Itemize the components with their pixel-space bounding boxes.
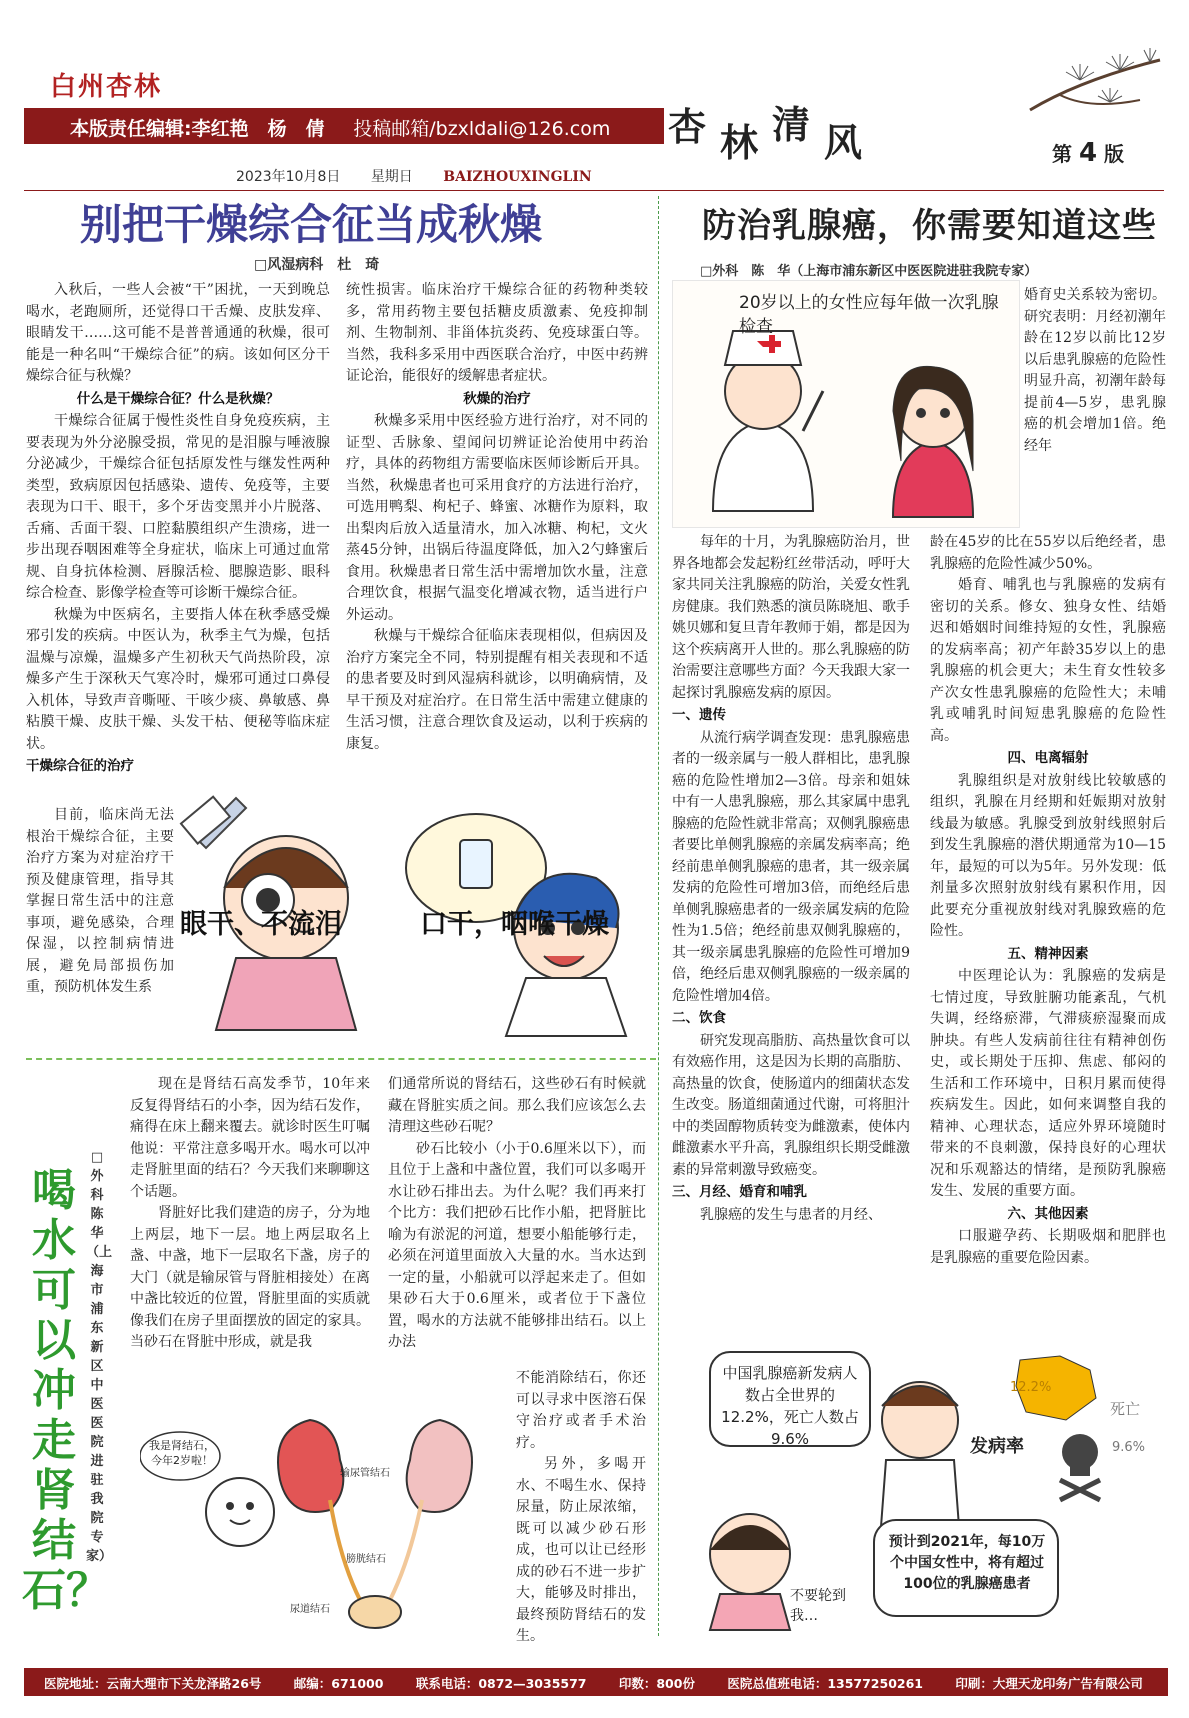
incidence-percent: 12.2% bbox=[1010, 1380, 1052, 1395]
ureter-stone-label: 输尿管结石 bbox=[340, 1468, 390, 1479]
paragraph: 乳腺癌的发生与患者的月经、 bbox=[700, 1206, 882, 1223]
paragraph: 入秋后，一些人会被“干”困扰，一天到晚总喝水，老跑厕所，还觉得口干舌燥、皮肤发痒、眼睛发干……这可能不是普普通通的秋燥，很可能是一种名叫“干燥综合征”的病。该如何区分干燥综合征与秋燥？ bbox=[26, 282, 330, 384]
article1-title: 别把干燥综合征当成秋燥 bbox=[80, 200, 543, 249]
article3-column-2 bbox=[388, 1074, 646, 1354]
article3-column-3 bbox=[516, 1368, 646, 1648]
paragraph: 口服避孕药、长期吸烟和肥胖也是乳腺癌的重要危险因素。 bbox=[930, 1228, 1166, 1266]
paragraph: 婚育、哺乳也与乳腺癌的发病有密切的关系。修女、独身女性、结婚迟和婚姻时间维持短的女性，乳腺癌的发病率高；初产年龄35岁以上的患乳腺癌的机会更大；未生育女性较多产次女性患乳腺癌的危险性大；未哺乳或哺乳时间短患乳腺癌的危险性高。 bbox=[930, 577, 1166, 744]
column-title-char-3: 清 bbox=[772, 102, 811, 147]
article2-column-0 bbox=[1024, 285, 1166, 457]
article1-column-1 bbox=[26, 280, 330, 779]
issue-date: 2023年10月8日 bbox=[236, 169, 341, 185]
masthead-rule bbox=[24, 190, 1164, 191]
article1-column-3 bbox=[26, 805, 174, 999]
page-number: 第 4 版 bbox=[1052, 138, 1125, 168]
section-heading: 什么是干燥综合征？什么是秋燥？ bbox=[76, 390, 280, 407]
kidney-illustration bbox=[140, 1400, 512, 1636]
caption-dry-eye: 眼干、不流泪 bbox=[180, 909, 342, 940]
column-separator-vertical bbox=[658, 196, 659, 1636]
footer-duty-phone: 医院总值班电话：13577250261 bbox=[727, 1676, 923, 1691]
section-separator-horizontal bbox=[26, 1058, 656, 1060]
footer-text bbox=[44, 1674, 1171, 1692]
masthead-logo: 白州杏林 bbox=[50, 72, 163, 102]
section-heading: 六、其他因素 bbox=[1007, 1205, 1089, 1222]
death-percent: 9.6% bbox=[1112, 1440, 1146, 1455]
article2-column-2 bbox=[930, 532, 1166, 1269]
paragraph: 研究发现高脂肪、高热量饮食可以有效癌作用，这是因为长期的高脂肪、高热量的饮食，使肠道内的细菌状态发生改变。肠道细菌通过代谢，可将胆汁中的类固醇物质转变为雌激素，使体内雌激素水平升高，乳腺组织长期受雌激素的异常刺激导致癌变。 bbox=[672, 1032, 910, 1178]
dateline bbox=[236, 166, 618, 186]
caption-dry-mouth: 口干，咽喉干燥 bbox=[420, 909, 609, 940]
article3-byline: □外科 陈 华（上海市浦东新区中医医院进驻我院专家） bbox=[86, 1150, 117, 1564]
paper-pinyin: BAIZHOUXINGLIN bbox=[443, 169, 592, 185]
footer-printer: 印刷：大理天龙印务广告有限公司 bbox=[955, 1676, 1143, 1691]
issue-weekday: 星期日 bbox=[370, 169, 413, 185]
paragraph: 肾脏好比我们建造的房子，分为地上两层，地下一层。地上两层取名上盏、中盏，地下一层取名下盏，房子的大门（就是输尿管与肾脏相接处）在离中盏比较近的位置，肾脏里面的实质就像我们在房子里面摆放的固定的家具。当砂石在肾脏中形成，就是我 bbox=[130, 1205, 370, 1350]
paragraph: 统性损害。临床治疗干燥综合征的药物种类较多，常用药物主要包括糖皮质激素、免疫抑制剂、生物制剂、非甾体抗炎药、免疫球蛋白等。当然，我科多采用中西医联合治疗，中医中药辨证论治，能很好的缓解患者症状。 bbox=[346, 282, 648, 384]
masthead-band-text bbox=[70, 114, 632, 141]
incidence-label: 发病率 bbox=[970, 1436, 1024, 1457]
death-label: 死亡 bbox=[1110, 1400, 1141, 1418]
footer-postcode: 邮编：671000 bbox=[293, 1676, 384, 1691]
paragraph: 婚育史关系较为密切。研究表明：月经初潮年龄在12岁以前比12岁以后患乳腺癌的危险性明显升高，初潮年龄每提前4—5岁，患乳腺癌的机会增加1倍。绝经年 bbox=[1024, 287, 1166, 454]
article2-column-1 bbox=[672, 532, 910, 1226]
paragraph: 秋燥多采用中医经验方进行治疗，对不同的证型、舌脉象、望闻问切辨证论治使用中药治疗，具体的药物组方需要临床医师诊断后开具。当然，秋燥患者也可采用食疗的方法进行治疗，可选用鸭梨、枸杞子、蜂蜜、冰糖作为原料，取出梨肉后放入适量清水，加入冰糖、枸杞，文火蒸45分钟，出锅后待温度降低，加入2勺蜂蜜后食用。秋燥患者日常生活中需增加饮水量，注意合理饮食，根据气温变化增减衣物，适当进行户外运动。 bbox=[346, 413, 648, 623]
paragraph: 中医理论认为：乳腺癌的发病是七情过度，导致脏腑功能紊乱，气机失调，经络瘀滞，气滞痰瘀湿聚而成肿块。有些人发病前往往有精神创伤史，或长期处于压抑、焦虑、郁闷的生活和工作环境中，日积月累而使得疾病发生。因此，如何来调整自我的精神、心理状态，适应外界环境随时带来的不良刺激，保持良好的心理状况和乐观豁达的情绪，是预防乳腺癌发生、发展的重要方面。 bbox=[930, 968, 1166, 1199]
email-label: 投稿邮箱/bzxldali@126.com bbox=[353, 118, 611, 140]
article1-byline: □风湿病科 杜 琦 bbox=[254, 257, 380, 273]
paragraph: 们通常所说的肾结石，这些砂石有时候就藏在肾脏实质之间。那么我们应该怎么去清理这些砂石呢？ bbox=[388, 1076, 646, 1135]
article3-column-1 bbox=[130, 1074, 370, 1354]
breast-exam-illustration bbox=[672, 280, 1020, 528]
footer-print-count: 印数：800份 bbox=[618, 1676, 695, 1691]
pine-branch-icon bbox=[1020, 40, 1170, 130]
section-heading: 一、遗传 bbox=[672, 707, 726, 723]
article3-title: 喝水可以冲走肾结石？ bbox=[22, 1165, 110, 1616]
article2-byline: □外科 陈 华（上海市浦东新区中医医院进驻我院专家） bbox=[700, 264, 1038, 279]
section-heading: 四、电离辐射 bbox=[1007, 750, 1089, 766]
paragraph: 秋燥与干燥综合征临床表现相似，但病因及治疗方案完全不同，特别提醒有相关表现和不适的患者要及时到风湿病科就诊，以明确病情，及早干预及对症治疗。在日常生活中需建立健康的生活习惯，注意合理饮食及运动，以利于疾病的康复。 bbox=[346, 628, 648, 752]
article1-column-2 bbox=[346, 280, 648, 755]
section-heading: 三、月经、婚育和哺乳 bbox=[672, 1184, 807, 1200]
paragraph: 现在是肾结石高发季节，10年来反复得肾结石的小李，因为结石发作，痛得在床上翻来覆去。就诊时医生叮嘱他说：平常注意多喝开水。喝水可以冲走肾脏里面的结石？今天我们来聊聊这个话题。 bbox=[130, 1076, 370, 1200]
exam-advice-text: 20岁以上的女性应每年做一次乳腺检查 bbox=[739, 293, 999, 337]
editors-label: 本版责任编辑:李红艳 杨 倩 bbox=[70, 118, 325, 140]
paragraph: 不能消除结石，你还可以寻求中医溶石保守治疗或者手术治疗。 bbox=[516, 1370, 646, 1451]
worried-bubble: 不要轮到我… bbox=[790, 1588, 846, 1624]
urethra-stone-label: 尿道结石 bbox=[290, 1604, 330, 1615]
paragraph: 乳腺组织是对放射线比较敏感的组织，乳腺在月经期和妊娠期对放射线最为敏感。乳腺受到放射线照射后到发生乳腺癌的潜伏期通常为10—15年，最短的可以为5年。另外发现：低剂量多次照射放射线有累积作用，因此要充分重视放射线对乳腺致癌的危险性。 bbox=[930, 772, 1166, 939]
section-heading: 五、精神因素 bbox=[1007, 945, 1089, 962]
paragraph: 目前，临床尚无法根治干燥综合征，主要治疗方案为对症治疗干预及健康管理，指导其掌握日常生活中的注意事项，避免感染，合理保湿，以控制病情进展，避免局部损伤加重，预防机体发生系 bbox=[26, 807, 174, 995]
paragraph: 干燥综合征属于慢性炎性自身免疫疾病，主要表现为外分泌腺受损，常见的是泪腺与唾液腺分泌减少，干燥综合征包括原发性与继发性两种类型，致病原因包括感染、遗传、免疫等，主要表现为口干、眼干，多个牙齿变黑并小片脱落、舌痛、舌面干裂、口腔黏膜组织产生溃疡，进一步出现吞咽困难等全身症状，临床上可通过血常规、自身抗体检测、唇腺活检、腮腺造影、眼科综合检查、影像学检查等可诊断干燥综合征。 bbox=[26, 413, 330, 601]
paragraph: 从流行病学调查发现：患乳腺癌患者的一级亲属与一般人群相比，患乳腺癌的危险性增加2—3倍。母亲和姐妹中有一人患乳腺癌，那么其家属中患乳腺癌的危险性就非常高；双侧乳腺癌患者要比单侧乳腺癌的亲属发病率高；绝经前患单侧乳腺癌的患者，其一级亲属发病的危险性可增加3倍，而绝经后患单侧乳腺癌患者的一级亲属发病的危险性为1.5倍；绝经前患双侧乳腺癌的，其一级亲属患乳腺癌的危险性可增加9倍，绝经后患双侧乳腺癌的一级亲属的危险性增加4倍。 bbox=[672, 729, 910, 1004]
section-heading: 秋燥的治疗 bbox=[463, 390, 531, 407]
page-number-value: 4 bbox=[1078, 138, 1098, 168]
article2-title: 防治乳腺癌，你需要知道这些 bbox=[702, 206, 1157, 246]
stone-bubble: 我是肾结石，今年2岁啦！ bbox=[149, 1439, 215, 1467]
stat-box-global: 中国乳腺癌新发病人数占全世界的12.2%，死亡人数占9.6% bbox=[721, 1364, 859, 1448]
paragraph: 另外，多喝开水、不喝生水、保持尿量，防止尿浓缩，既可以减少砂石形成，也可以让已经形成的砂石不进一步扩大，能够及时排出，最终预防肾结石的发生。 bbox=[516, 1456, 646, 1644]
paragraph: 秋燥为中医病名，主要指人体在秋季感受燥邪引发的疾病。中医认为，秋季主气为燥，包括温燥与凉燥，温燥多产生初秋天气尚热阶段，凉燥多产生于深秋天气寒冷时，燥邪可通过口鼻侵入机体，导致声音嘶哑、干咳少痰、鼻敏感、鼻粘膜干燥、皮肤干燥、头发干枯、便秘等临床症状。 bbox=[26, 606, 330, 752]
column-title-char-2: 林 bbox=[720, 120, 759, 165]
footer-phone: 联系电话：0872—3035577 bbox=[415, 1676, 587, 1691]
footer-address: 医院地址：云南大理市下关龙泽路26号 bbox=[44, 1676, 262, 1691]
stat-box-forecast: 预计到2021年，每10万个中国女性中，将有超过100位的乳腺癌患者 bbox=[888, 1534, 1046, 1592]
column-title-char-1: 杏 bbox=[668, 104, 707, 149]
section-heading: 干燥综合征的治疗 bbox=[26, 758, 134, 774]
bladder-stone-label: 膀胱结石 bbox=[346, 1554, 386, 1565]
paragraph: 龄在45岁的比在55岁以后绝经者，患乳腺癌的危险性减少50%。 bbox=[930, 534, 1166, 572]
section-heading: 二、饮食 bbox=[672, 1010, 726, 1026]
paragraph: 每年的十月，为乳腺癌防治月，世界各地都会发起粉红丝带活动，呼吁大家共同关注乳腺癌的防治，关爱女性乳房健康。我们熟悉的演员陈晓旭、歌手姚贝娜和复旦青年教师于娟，都是因为这个疾病离开人世的。那么乳腺癌的防治需要注意哪些方面？今天我跟大家一起探讨乳腺癌发病的原因。 bbox=[672, 534, 910, 701]
column-title-char-4: 风 bbox=[824, 120, 863, 165]
statistics-illustration bbox=[680, 1340, 1168, 1636]
paragraph: 砂石比较小（小于0.6厘米以下），而且位于上盏和中盏位置，我们可以多喝开水让砂石排出去。为什么呢？我们再来打个比方：我们把砂石比作小船，把肾脏比喻为有淤泥的河道，想要小船能够行走，必须在河道里面放入大量的水。当水达到一定的量，小船就可以浮起来走了。但如果砂石大于0.6厘米，或者位于下盏位置，喝水的方法就不能够排出结石。以上办法 bbox=[388, 1140, 646, 1350]
